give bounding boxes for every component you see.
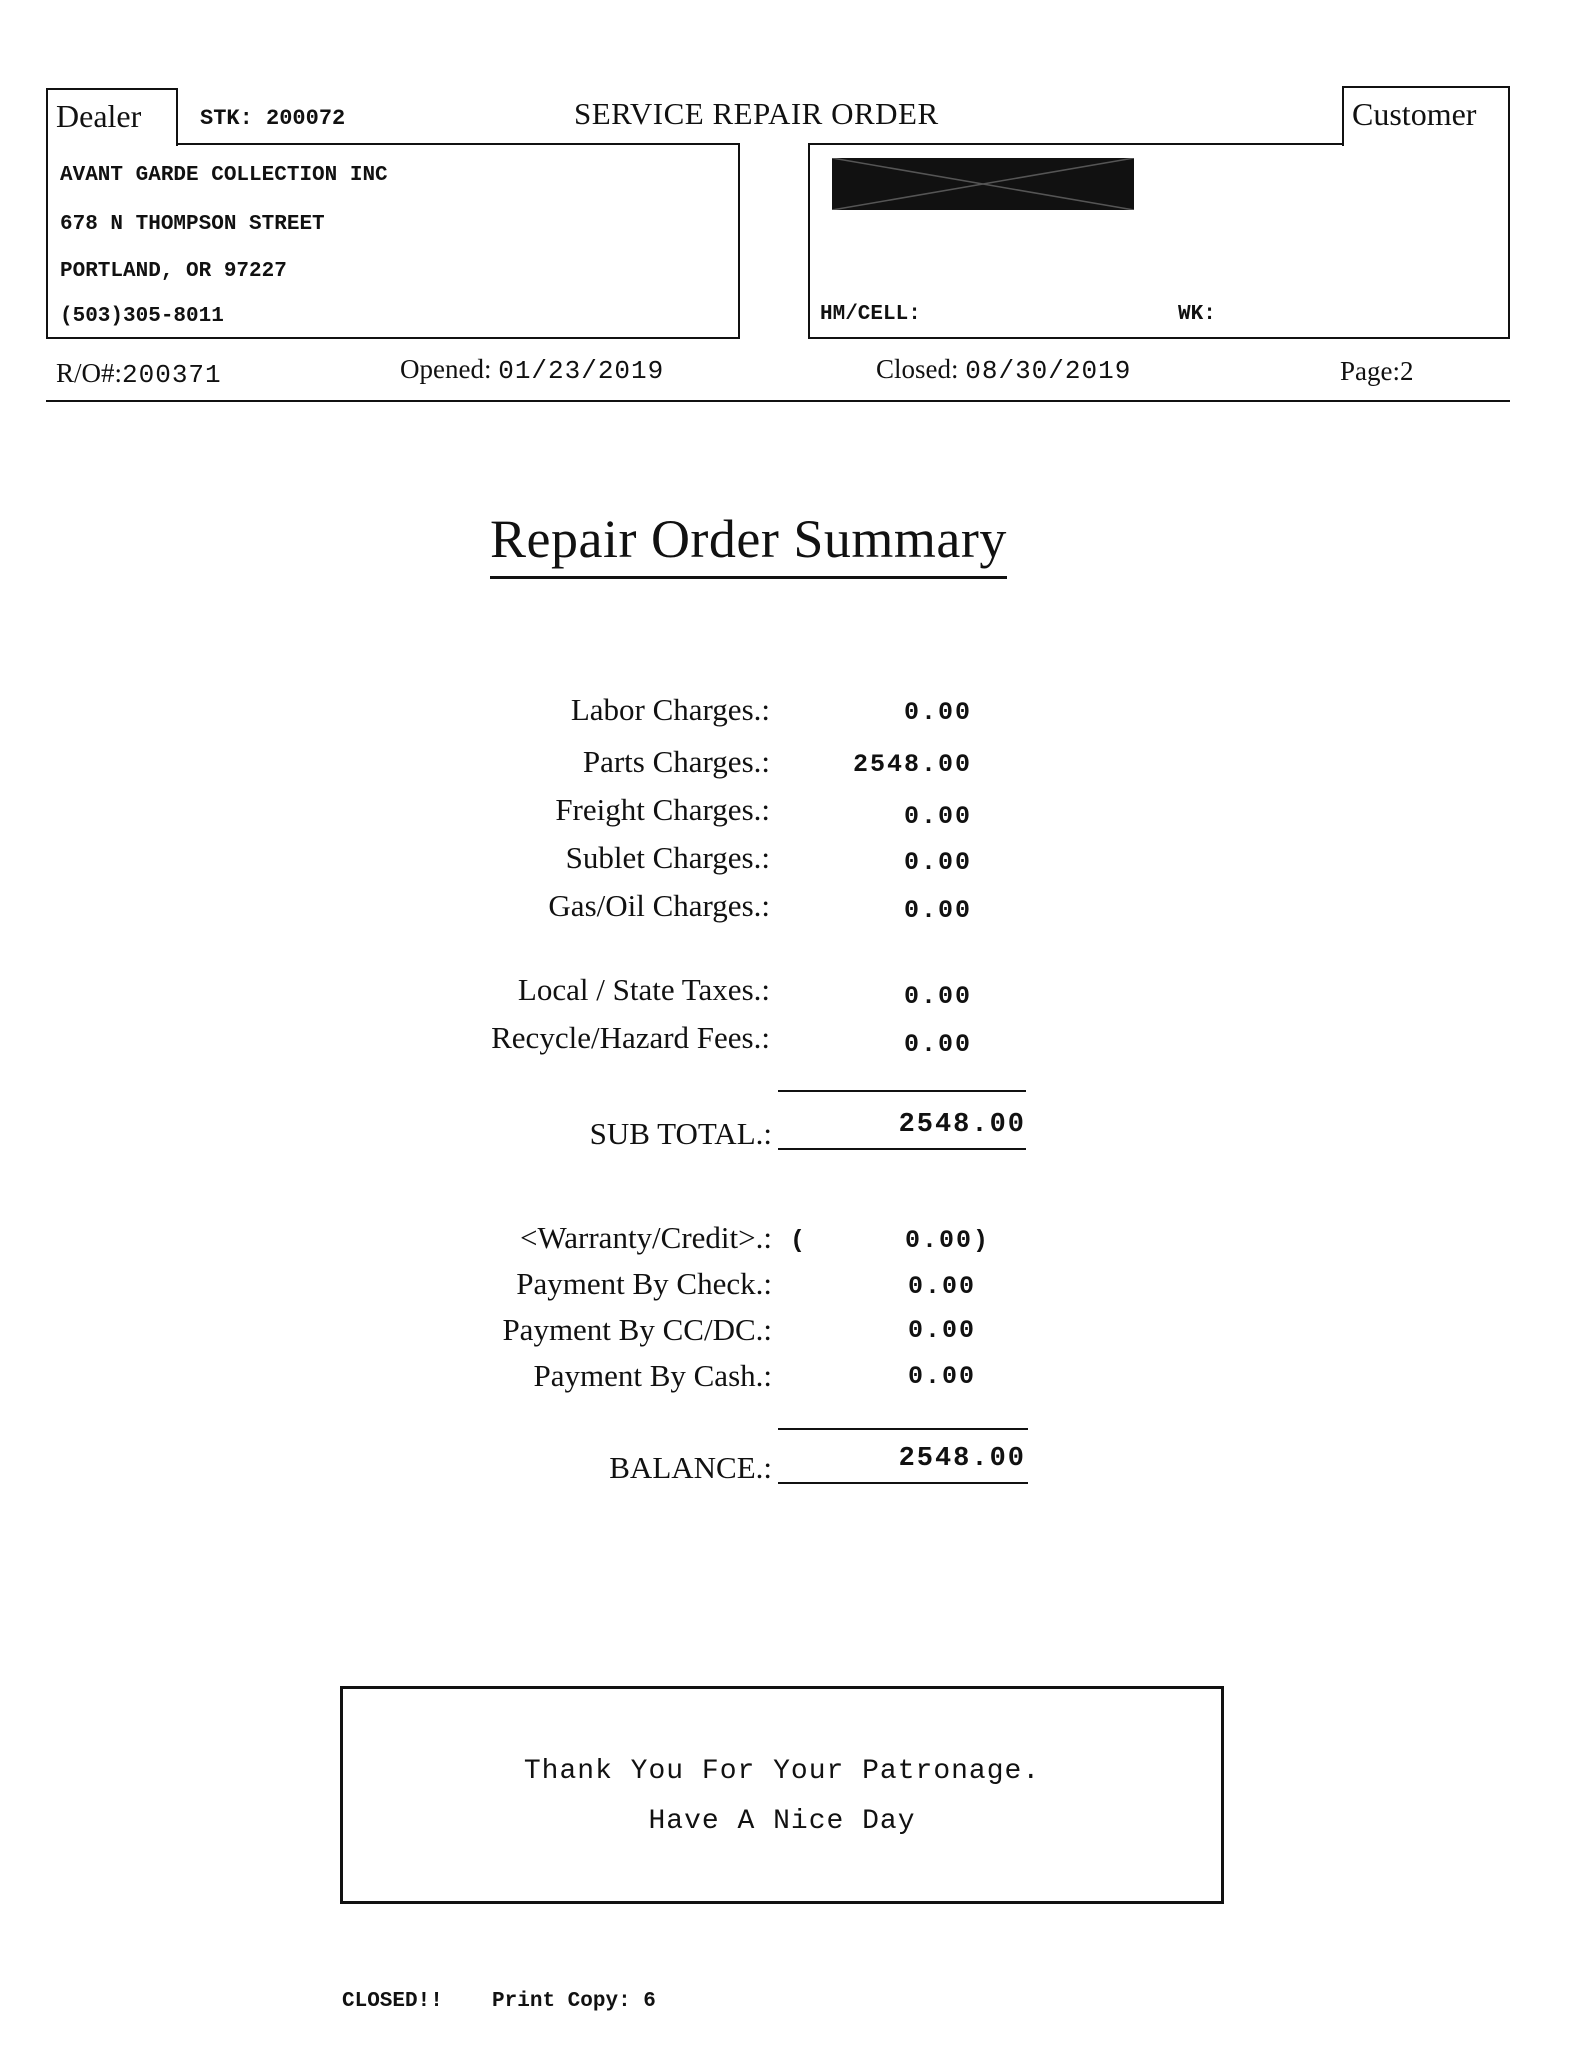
dealer-phone: (503)305-8011 (60, 305, 224, 328)
labor-charges-label: Labor Charges.: (570, 692, 770, 727)
balance-bottom-rule (778, 1482, 1028, 1484)
payment-by-check-value: 0.00 (907, 1272, 976, 1301)
payment-by-card-label: Payment By CC/DC.: (502, 1312, 772, 1347)
customer-home-cell-label: HM/CELL: (820, 303, 921, 326)
print-footer (342, 1990, 656, 2013)
dealer-street: 678 N THOMPSON STREET (60, 213, 325, 236)
parts-charges-value: 2548.00 (852, 750, 972, 779)
local-state-taxes-label: Local / State Taxes.: (517, 972, 770, 1007)
dealer-name: AVANT GARDE COLLECTION INC (60, 164, 388, 187)
header-divider (46, 400, 1510, 402)
repair-order-number: R/O#:200371 (56, 358, 222, 390)
warranty-credit-value: 0.00) (904, 1226, 990, 1255)
stk-number: STK: 200072 (200, 106, 346, 131)
payment-by-cash-label: Payment By Cash.: (533, 1358, 772, 1393)
payment-by-check-label: Payment By Check.: (516, 1266, 772, 1301)
warranty-credit-open-paren: ( (790, 1226, 806, 1255)
balance-top-rule (778, 1428, 1028, 1430)
opened-date: Opened: 01/23/2019 (400, 354, 665, 386)
document-title: SERVICE REPAIR ORDER (574, 96, 939, 131)
print-copy-value: 6 (643, 1990, 656, 2013)
customer-work-label: WK: (1178, 303, 1216, 326)
summary-title: Repair Order Summary (490, 508, 1007, 579)
subtotal-label: SUB TOTAL.: (589, 1116, 772, 1151)
page-number: Page:2 (1340, 356, 1414, 386)
payment-by-card-value: 0.00 (907, 1316, 976, 1345)
gas-oil-charges-value: 0.00 (903, 896, 972, 925)
recycle-hazard-fees-value: 0.00 (903, 1030, 972, 1059)
thank-you-line-1: Thank You For Your Patronage. (523, 1756, 1041, 1787)
freight-charges-label: Freight Charges.: (555, 792, 770, 827)
gas-oil-charges-label: Gas/Oil Charges.: (548, 888, 770, 923)
order-status: CLOSED!! (342, 1990, 443, 2013)
sublet-charges-label: Sublet Charges.: (565, 840, 770, 875)
customer-tab-label: Customer (1352, 96, 1477, 132)
redacted-customer-name (832, 158, 1134, 210)
thank-you-line-2: Have A Nice Day (648, 1806, 916, 1837)
parts-charges-label: Parts Charges.: (582, 744, 770, 779)
dealer-city: PORTLAND, OR 97227 (60, 260, 287, 283)
sublet-charges-value: 0.00 (903, 848, 972, 877)
customer-tab (1342, 86, 1510, 146)
labor-charges-value: 0.00 (903, 698, 972, 727)
subtotal-top-rule (778, 1090, 1026, 1092)
local-state-taxes-value: 0.00 (903, 982, 972, 1011)
freight-charges-value: 0.00 (903, 802, 972, 831)
recycle-hazard-fees-label: Recycle/Hazard Fees.: (491, 1020, 770, 1055)
payment-by-cash-value: 0.00 (907, 1362, 976, 1391)
thank-you-box (340, 1686, 1224, 1904)
print-copy-label: Print Copy: (492, 1990, 631, 2013)
dealer-tab (46, 88, 178, 146)
balance-value: 2548.00 (898, 1444, 1026, 1474)
warranty-credit-label: <Warranty/Credit>.: (520, 1220, 772, 1255)
dealer-tab-label: Dealer (56, 98, 142, 134)
subtotal-bottom-rule (778, 1148, 1026, 1150)
subtotal-value: 2548.00 (898, 1110, 1026, 1140)
closed-date: Closed: 08/30/2019 (876, 354, 1132, 386)
balance-label: BALANCE.: (609, 1450, 772, 1485)
